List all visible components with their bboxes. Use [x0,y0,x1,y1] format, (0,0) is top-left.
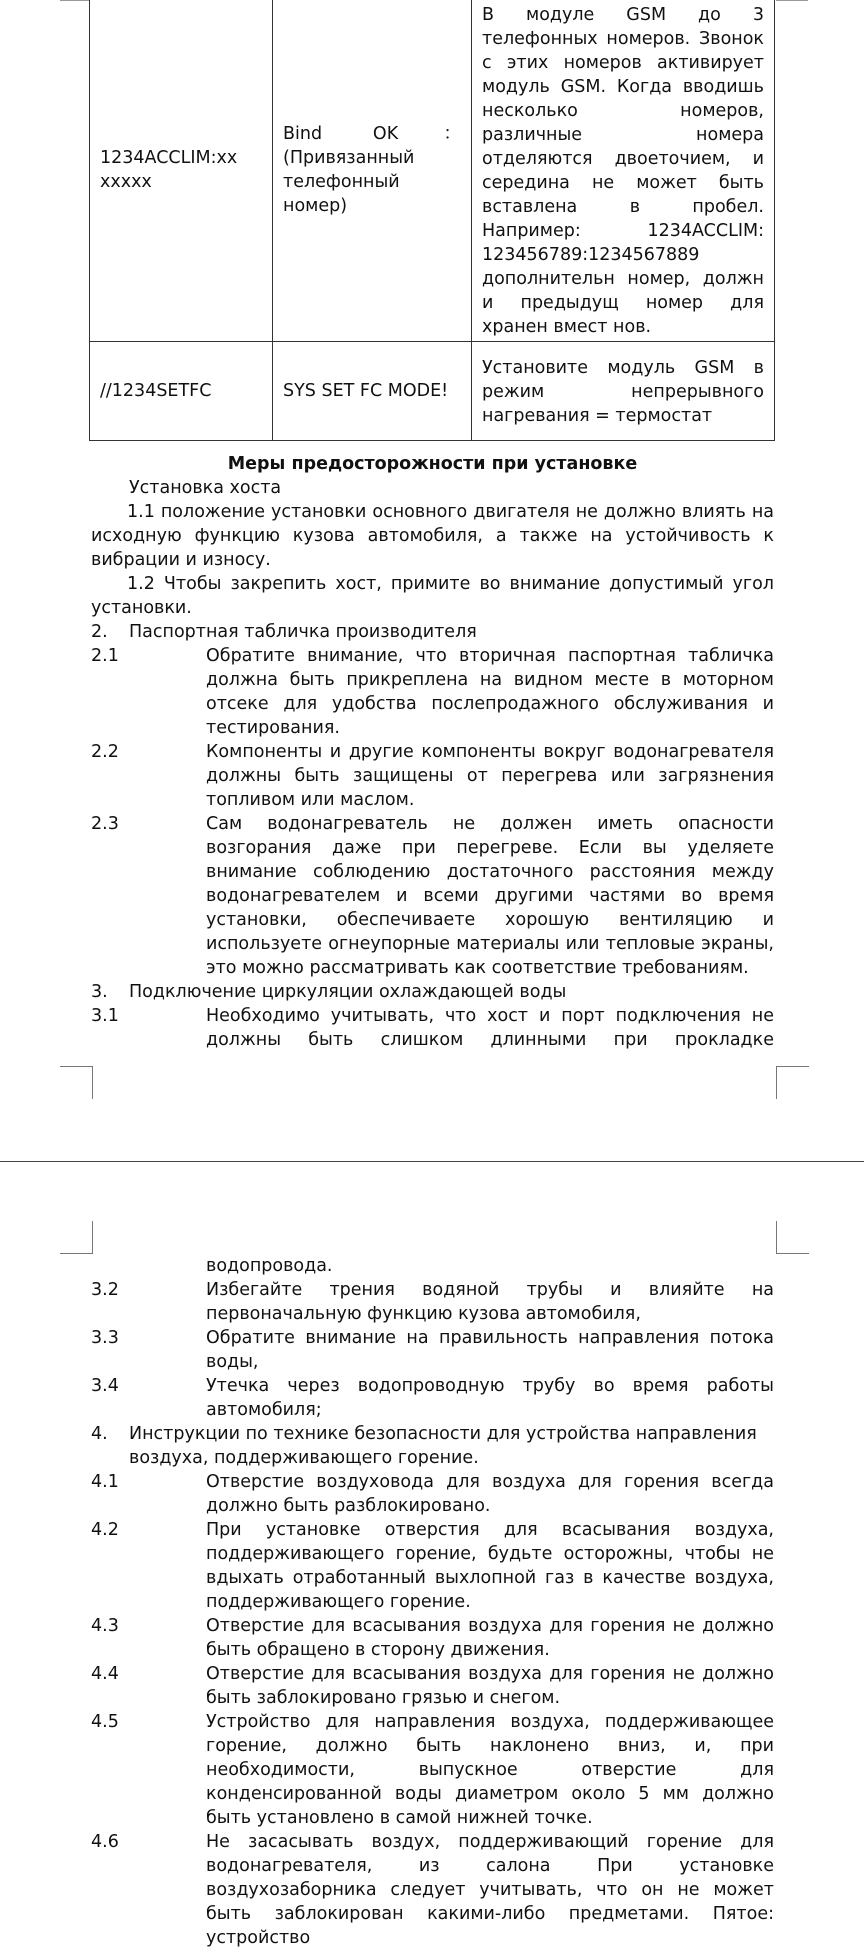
item-number: 3.1 [91,1006,119,1026]
item-text: Не засасывать воздух, поддерживающий горение для водонагревателя, из салона При установке воздухозаборника следует учитывать, что он не может быть заблокирован какими-либо предметами. Пятое: устройство [206,1832,774,1948]
item-text: Отверстие воздуховода для воздуха для горения всегда должно быть разблокировано. [206,1472,774,1516]
page2-body [91,1254,774,1950]
item-text: Необходимо учитывать, что хост и порт подключения не должны быть слишком длинными при прокладке [206,1006,774,1050]
item-text: водопровода. [206,1256,333,1276]
item-number: 4.5 [91,1712,119,1732]
item-number: 4.4 [91,1664,119,1684]
section-heading: Меры предосторожности при установке [227,454,638,474]
item-text: Компоненты и другие компоненты вокруг водонагревателя должны быть защищены от перегрева или загрязнения топливом или маслом. [206,742,774,810]
description-cell: В модуле GSM до 3 телефонных номеров. Звонок с этих номеров активирует модуль GSM. Когда вводишь несколько номеров, различные номера отделяются двоеточием, и середина не может быть вставлена в пробел. Например: 1234ACCLIM: 123456789:1234567889 дополнительн номер, должн и предыдущ номер для хранен вмест нов. [472,0,775,342]
section-number: 2. [91,622,108,642]
item-number: 3.2 [91,1280,119,1300]
section-4-title [91,1422,774,1470]
list-item [91,1710,774,1830]
item-text: Отверстие для всасывания воздуха для горения не должно быть обращено в сторону движения. [206,1616,774,1660]
item-text: Отверстие для всасывания воздуха для горения не должно быть заблокировано грязью и снегом. [206,1664,774,1708]
item-number: 3.4 [91,1376,119,1396]
list-item [91,1518,774,1614]
reply-text: Bind OK： (Привязанный телефонный номер) [283,124,461,216]
page-divider [0,1161,864,1162]
item-number: 2.3 [91,814,119,834]
page-edge-mark-left [60,0,90,1]
section-number: 4. [91,1424,108,1444]
list-item [91,644,774,740]
list-item [91,1374,774,1422]
reply-cell [273,0,472,342]
section-title: Инструкции по технике безопасности для устройства направления воздуха, поддерживающего горение. [129,1424,757,1468]
description-cell: Установите модуль GSM в режим непрерывного нагревания = термостат [472,342,775,441]
item-number: 3.3 [91,1328,119,1348]
item-text: Сам водонагреватель не должен иметь опасности возгорания даже при перегреве. Если вы уделяете внимание соблюдению достаточного расстояния между водонагревателем и всеми другими частями во время установки, обеспечиваете хорошую вентиляцию и используете огнеупорные материалы или тепловые экраны, это можно рассматривать как соответствие требованиям. [206,814,774,978]
item-text: Избегайте трения водяной трубы и влияйте на первоначальную функцию кузова автомобиля, [206,1280,774,1324]
list-item [91,1614,774,1662]
section-3-title [91,980,774,1004]
list-item [91,740,774,812]
list-item-continuation [91,1254,774,1278]
command-cell: 1234ACCLIM:xx xxxxx [90,0,273,342]
page-edge-mark-right [776,0,808,1]
item-number: 4.1 [91,1472,119,1492]
section-2-title [91,620,774,644]
list-item [91,1004,774,1052]
item-number: 4.6 [91,1832,119,1852]
table-row [90,0,775,342]
section-title: Подключение циркуляции охлаждающей воды [129,982,567,1002]
item-number: 4.2 [91,1520,119,1540]
sms-command-table [89,0,775,441]
section-title: Паспортная табличка производителя [129,622,477,642]
item-number: 2.1 [91,646,119,666]
item-text: Обратите внимание на правильность направления потока воды, [206,1328,774,1372]
crop-mark [776,1066,809,1099]
item-text: Утечка через водопроводную трубу во время работы автомобиля; [206,1376,774,1420]
list-item [91,1470,774,1518]
list-item [91,1662,774,1710]
list-item [91,1278,774,1326]
command-cell: //1234SETFC [90,342,273,441]
section-number: 3. [91,982,108,1002]
item-text: При установке отверстия для всасывания воздуха, поддерживающего горение, будьте осторожны, чтобы не вдыхать отработанный выхлопной газ в качестве воздуха, поддерживающего горение. [206,1520,774,1612]
item-number: 2.2 [91,742,119,762]
item-text: Обратите внимание, что вторичная паспортная табличка должна быть прикреплена на видном месте в моторном отсеке для удобства послепродажного обслуживания и тестирования. [206,646,774,738]
paragraph-1-1: 1.1 положение установки основного двигателя не должно влиять на исходную функцию кузова автомобиля, а также на устойчивость к вибрации и износу. [91,502,774,570]
subheading: Установка хоста [129,478,282,498]
paragraph-1-2: 1.2 Чтобы закрепить хост, примите во внимание допустимый угол установки. [91,574,774,618]
crop-mark [776,1221,809,1254]
item-number: 4.3 [91,1616,119,1636]
item-text: Устройство для направления воздуха, поддерживающее горение, должно быть наклонено вниз, и, при необходимости, выпускное отверстие для конденсированной воды диаметром около 5 мм должно быть установлено в самой нижней точке. [206,1712,774,1828]
list-item [91,812,774,980]
crop-mark [60,1066,93,1099]
list-item [91,1830,774,1950]
table-row [90,342,775,441]
reply-cell: SYS SET FC MODE! [273,342,472,441]
list-item [91,1326,774,1374]
crop-mark [60,1221,93,1254]
page1-body [91,452,774,1052]
